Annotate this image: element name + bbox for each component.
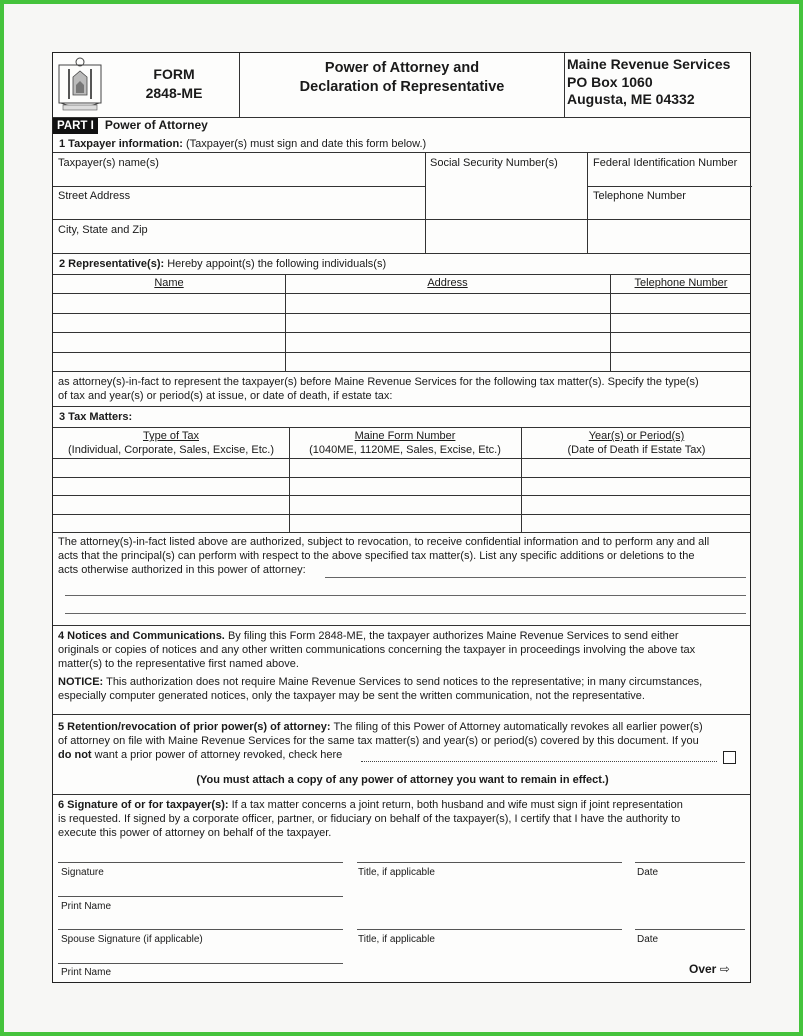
tax-row-line-2 bbox=[53, 477, 750, 478]
section-6-line-1-body: If a tax matter concerns a joint return, both husband and wife must sign if joint representation bbox=[231, 799, 683, 811]
spouse-title-field[interactable] bbox=[357, 929, 622, 930]
part-1-header bbox=[53, 118, 208, 134]
tax-col-type-sub: (Individual, Corporate, Sales, Excise, Etc.) bbox=[67, 444, 275, 456]
form-title bbox=[240, 59, 564, 97]
rep-authorization-line-2: of tax and year(s) or period(s) at issue, or date of death, if estate tax: bbox=[58, 390, 393, 402]
rep-authorization-text bbox=[58, 375, 748, 403]
section-4-line-2: originals or copies of notices and any other written communications concerning the taxpayer in proceedings involving the above tax bbox=[58, 644, 696, 656]
spouse-title-label: Title, if applicable bbox=[358, 934, 435, 945]
tax-col-period-sub: (Date of Death if Estate Tax) bbox=[567, 444, 706, 456]
section-4-text bbox=[58, 629, 748, 703]
section-1-title: 1 Taxpayer information: bbox=[59, 138, 183, 150]
city-state-zip-label: City, State and Zip bbox=[58, 224, 148, 236]
section-2-note: Hereby appoint(s) the following individuals(s) bbox=[167, 258, 387, 270]
s1-line-a-left bbox=[53, 186, 425, 187]
authority-line-3: acts otherwise authorized in this power of attorney: bbox=[58, 564, 306, 576]
tax-col-form-title: Maine Form Number bbox=[354, 430, 456, 442]
authority-text bbox=[58, 535, 750, 577]
section-1-note: (Taxpayer(s) must sign and date this form below.) bbox=[185, 138, 427, 150]
section-4-line-3: matter(s) to the representative first named above. bbox=[58, 658, 299, 670]
section-4-line-1 bbox=[58, 629, 748, 643]
s1-line-b bbox=[53, 219, 750, 220]
rep-col-address: Address bbox=[427, 277, 468, 289]
s1-vline-1 bbox=[425, 152, 426, 253]
agency-city: Augusta, ME 04332 bbox=[567, 91, 695, 107]
notice-label: NOTICE: bbox=[58, 676, 104, 688]
spouse-print-name-label: Print Name bbox=[61, 967, 112, 978]
section-5-line-1-body: The filing of this Power of Attorney automatically revokes all earlier power(s) bbox=[333, 721, 703, 733]
tax-col-type-title: Type of Tax bbox=[142, 430, 200, 442]
notice-line-1 bbox=[58, 675, 748, 689]
form-2848-me bbox=[52, 52, 751, 983]
fein-label: Federal Identification Number bbox=[593, 157, 738, 169]
additions-field-line-2[interactable] bbox=[65, 595, 746, 596]
part-1-title: Power of Attorney bbox=[104, 118, 208, 132]
signature-field[interactable] bbox=[58, 862, 343, 863]
notice-line-2: especially computer generated notices, only the taxpayer may be sent the written communication, not the representative. bbox=[58, 690, 645, 702]
tax-row-line-5 bbox=[53, 532, 750, 533]
s3-header-line bbox=[53, 427, 750, 428]
part-1-tag: PART I bbox=[53, 118, 98, 134]
s1-line-a-right bbox=[587, 186, 752, 187]
spouse-date-label: Date bbox=[637, 934, 659, 945]
do-not-text: do not bbox=[58, 749, 92, 761]
additions-field-line-1[interactable] bbox=[325, 577, 746, 578]
section-3-heading: 3 Tax Matters: bbox=[59, 411, 133, 423]
section-6-title: 6 Signature of or for taxpayer(s): bbox=[58, 799, 229, 811]
form-number-block bbox=[109, 65, 239, 103]
s6-top-line bbox=[53, 794, 750, 795]
section-6-text bbox=[58, 798, 748, 840]
agency-po-box: PO Box 1060 bbox=[567, 73, 653, 90]
ssn-label: Social Security Number(s) bbox=[430, 157, 558, 169]
s4-top-line bbox=[53, 625, 750, 626]
tax-col-period-title: Year(s) or Period(s) bbox=[588, 430, 685, 442]
check-here-leader bbox=[361, 761, 717, 762]
additions-field-line-3[interactable] bbox=[65, 613, 746, 614]
title-line-2: Declaration of Representative bbox=[299, 79, 505, 95]
arrow-right-icon: ⇨ bbox=[719, 962, 730, 976]
tax-col-type bbox=[53, 429, 289, 457]
section-6-line-1 bbox=[58, 798, 748, 812]
form-number: 2848-ME bbox=[145, 85, 203, 101]
revoke-prior-checkbox[interactable] bbox=[723, 751, 736, 764]
agency-name: Maine Revenue Services bbox=[567, 56, 731, 72]
spouse-signature-label: Spouse Signature (if applicable) bbox=[61, 934, 203, 945]
tax-row-line-1 bbox=[53, 458, 750, 459]
authority-line-1: The attorney(s)-in-fact listed above are authorized, subject to revocation, to receive confidential information and to perform any and all bbox=[58, 536, 710, 548]
rep-vline-1 bbox=[285, 274, 286, 371]
rep-row-line-1 bbox=[53, 293, 750, 294]
section-5-line-1 bbox=[58, 720, 748, 734]
section-1-heading bbox=[59, 137, 426, 151]
authority-line-2: acts that the principal(s) can perform with respect to the above specified tax matter(s). List any specific additions or deletions to the bbox=[58, 550, 695, 562]
maine-state-seal-icon bbox=[55, 55, 105, 113]
s1-bottom-line bbox=[53, 253, 750, 254]
rep-authorization-line-1: as attorney(s)-in-fact to represent the taxpayer(s) before Maine Revenue Services for the following tax matter(s). Specify the type(s) bbox=[58, 376, 699, 388]
rep-vline-2 bbox=[610, 274, 611, 371]
section-6-line-2: is requested. If signed by a corporate officer, partner, or fiduciary on behalf of the taxpayer(s), I certify that I have the authority to bbox=[58, 813, 681, 825]
tax-vline-2 bbox=[521, 427, 522, 532]
date-field[interactable] bbox=[635, 862, 745, 863]
tax-col-period bbox=[521, 429, 752, 457]
notice-line-1-body: This authorization does not require Maine Revenue Services to send notices to the representative; in many circumstances, bbox=[106, 676, 703, 688]
over-link[interactable] bbox=[689, 962, 730, 976]
rep-row-line-3 bbox=[53, 332, 750, 333]
signature-label: Signature bbox=[61, 867, 104, 878]
print-name-field[interactable] bbox=[58, 896, 343, 897]
attach-copy-note: (You must attach a copy of any power of attorney you want to remain in effect.) bbox=[196, 774, 609, 786]
rep-row-line-2 bbox=[53, 313, 750, 314]
date-label: Date bbox=[637, 867, 659, 878]
title-label: Title, if applicable bbox=[358, 867, 435, 878]
rep-row-line-5 bbox=[53, 371, 750, 372]
agency-address bbox=[567, 56, 751, 109]
section-6-line-3: execute this power of attorney on behalf of the taxpayer. bbox=[58, 827, 332, 839]
s3-top-line bbox=[53, 406, 750, 407]
tax-row-line-3 bbox=[53, 495, 750, 496]
title-field[interactable] bbox=[357, 862, 622, 863]
section-2-heading bbox=[59, 257, 386, 271]
tax-col-form bbox=[289, 429, 521, 457]
section-4-title: 4 Notices and Communications. bbox=[58, 630, 225, 642]
street-address-label: Street Address bbox=[58, 190, 131, 202]
s2-top-line bbox=[53, 274, 750, 275]
form-label: FORM bbox=[153, 66, 195, 82]
rep-col-phone: Telephone Number bbox=[634, 277, 728, 289]
over-label: Over bbox=[689, 962, 717, 976]
print-name-label: Print Name bbox=[61, 901, 112, 912]
section-4-line-1-body: By filing this Form 2848-ME, the taxpayer authorizes Maine Revenue Services to send either bbox=[227, 630, 679, 642]
rep-col-name: Name bbox=[154, 277, 184, 289]
telephone-label: Telephone Number bbox=[593, 190, 686, 202]
section-5-line-2: of attorney on file with Maine Revenue Services for the same tax matter(s) and year(s) or period(s) covered by this document. If you bbox=[58, 735, 699, 747]
tax-vline-1 bbox=[289, 427, 290, 532]
s1-top-line bbox=[53, 152, 750, 153]
spouse-signature-field[interactable] bbox=[58, 929, 343, 930]
spouse-date-field[interactable] bbox=[635, 929, 745, 930]
section-5-line-3 bbox=[58, 748, 748, 762]
rep-row-line-4 bbox=[53, 352, 750, 353]
taxpayer-name-label: Taxpayer(s) name(s) bbox=[58, 157, 159, 169]
section-2-title: 2 Representative(s): bbox=[59, 258, 165, 270]
s1-vline-2 bbox=[587, 152, 588, 253]
header-divider-2 bbox=[564, 53, 565, 117]
section-5-title: 5 Retention/revocation of prior power(s) of attorney: bbox=[58, 721, 331, 733]
title-line-1: Power of Attorney and bbox=[324, 60, 480, 76]
section-5-text bbox=[58, 720, 748, 762]
tax-row-line-4 bbox=[53, 514, 750, 515]
spouse-print-name-field[interactable] bbox=[58, 963, 343, 964]
tax-col-form-sub: (1040ME, 1120ME, Sales, Excise, Etc.) bbox=[309, 444, 501, 456]
s5-top-line bbox=[53, 714, 750, 715]
section-5-line-3-body: want a prior power of attorney revoked, check here bbox=[94, 749, 343, 761]
